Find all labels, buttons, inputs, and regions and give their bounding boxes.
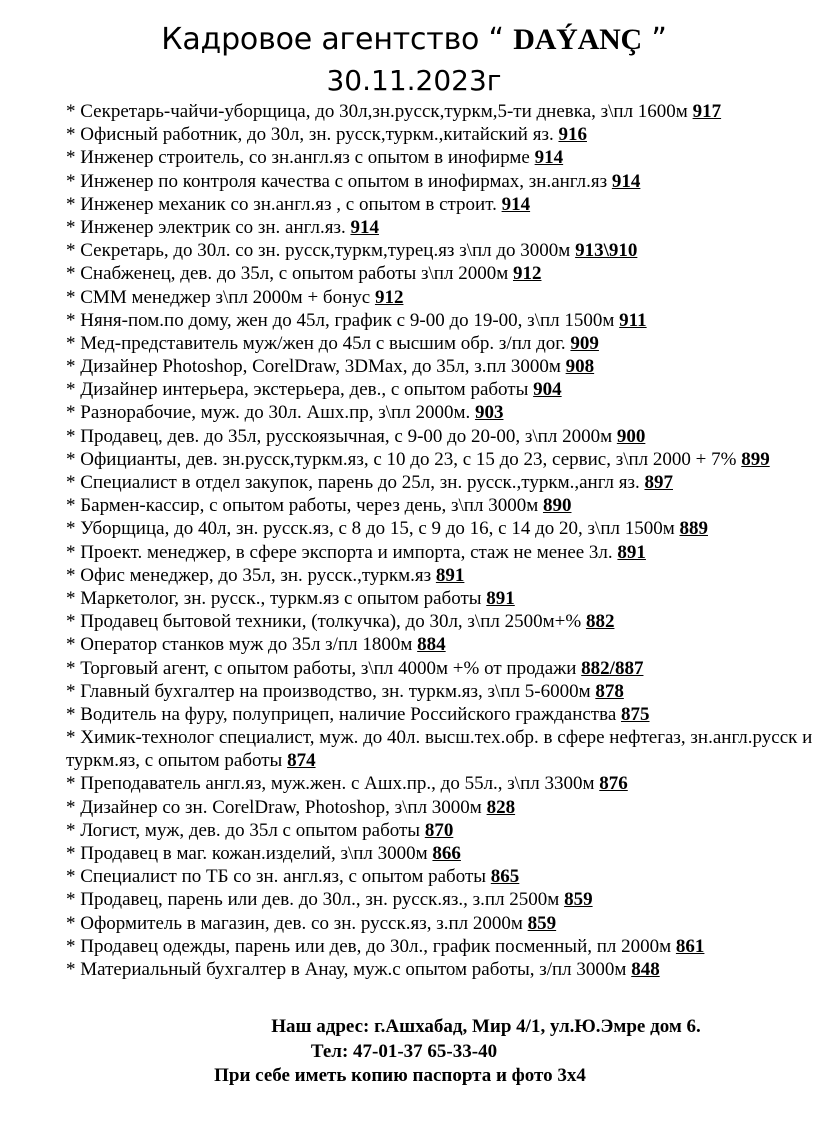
job-listing-item — [66, 633, 826, 656]
job-listing-item — [66, 494, 826, 517]
job-code: 848 — [631, 958, 660, 980]
job-code: 874 — [287, 750, 316, 772]
job-code: 870 — [424, 819, 454, 841]
title-suffix: ” — [642, 22, 667, 57]
job-listing-item — [66, 796, 826, 819]
job-description: * Химик-технолог специалист, муж. до 40л. высш.тех.обр. в сфере нефтегаз, зн.англ.русск и туркм.яз, с опытом работы — [66, 727, 813, 772]
job-code: 914 — [611, 170, 641, 192]
job-listing-item — [66, 726, 826, 772]
job-listing-item — [66, 541, 826, 564]
job-listing-item — [66, 309, 826, 332]
job-description: * Инженер механик со зн.англ.яз , с опытом в строит. — [66, 193, 502, 215]
job-listing-item — [66, 935, 826, 958]
job-listing-item — [66, 610, 826, 633]
job-description: * Специалист по ТБ со зн. англ.яз, с опытом работы — [66, 866, 491, 888]
job-description: * Продавец одежды, парень или дев, до 30л., график посменный, пл 2000м — [66, 935, 676, 957]
job-description: * Оператор станков муж до 35л з/пл 1800м — [66, 634, 418, 656]
job-listing-item — [66, 262, 826, 285]
job-description: * Дизайнер Photoshop, CorelDraw, 3DMax, до 35л, з.пл 3000м — [66, 356, 566, 378]
job-list — [66, 100, 826, 981]
footer-note: При себе иметь копию паспорта и фото 3х4 — [214, 1065, 586, 1086]
job-description: * Продавец, парень или дев. до 30л., зн. русск.яз., з.пл 2500м — [66, 889, 565, 911]
job-description: * СММ менеджер з\пл 2000м + бонус — [66, 286, 375, 308]
job-listing-item — [66, 703, 826, 726]
job-code: 891 — [617, 541, 646, 563]
job-listing-item — [66, 332, 826, 355]
page-title — [0, 22, 828, 57]
job-code: 884 — [417, 634, 446, 656]
job-code: 914 — [350, 216, 379, 238]
job-description: * Торговый агент, с опытом работы, з\пл 4000м +% от продажи — [66, 657, 582, 679]
job-description: * Проект. менеджер, в сфере экспорта и импорта, стаж не менее 3л. — [66, 541, 618, 563]
job-description: * Логист, муж, дев. до 35л с опытом работы — [66, 819, 425, 841]
job-code: 911 — [619, 309, 647, 331]
job-description: * Официанты, дев. зн.русск,туркм.яз, с 10 до 23, с 15 до 23, сервис, з\пл 2000 + 7% — [66, 448, 742, 470]
job-description: * Дизайнер со зн. CorelDraw, Photoshop, з\пл 3000м — [66, 796, 487, 818]
job-listing-item — [66, 517, 826, 540]
job-listing-item — [66, 123, 826, 146]
job-code: 882/887 — [581, 657, 644, 679]
job-listing-item — [66, 216, 826, 239]
job-code: 903 — [474, 402, 504, 424]
job-listing-item — [66, 912, 826, 935]
job-code: 912 — [374, 286, 404, 308]
job-listing-item — [66, 865, 826, 888]
job-code: 859 — [564, 889, 593, 911]
job-code: 828 — [486, 796, 516, 818]
job-code: 912 — [512, 263, 542, 285]
job-description: * Специалист в отдел закупок, парень до 25л, зн. русск.,туркм.,англ яз. — [66, 472, 645, 493]
job-code: 890 — [542, 495, 572, 517]
job-code: 899 — [741, 448, 770, 470]
job-listing-item — [66, 471, 826, 494]
job-description: * Преподаватель англ.яз, муж.жен. с Ашх.пр., до 55л., з\пл 3300м — [66, 773, 600, 795]
job-listing-item — [66, 680, 826, 703]
job-code: 861 — [675, 935, 705, 957]
job-code: 866 — [432, 843, 461, 865]
job-code: 889 — [679, 518, 708, 540]
job-code: 876 — [599, 773, 628, 795]
job-listing-item — [66, 378, 826, 401]
job-listing-item — [66, 842, 826, 865]
job-code: 914 — [501, 193, 531, 215]
job-code: 909 — [570, 332, 599, 354]
job-description: * Уборщица, до 40л, зн. русск.яз, с 8 до 15, с 9 до 16, с 14 до 20, з\пл 1500м — [66, 518, 680, 540]
footer-phones: Тел: 47-01-37 65-33-40 — [310, 1041, 498, 1062]
job-description: * Оформитель в магазин, дев. со зн. русск.яз, з.пл 2000м — [66, 912, 528, 934]
footer-address: Наш адрес: г.Ашхабад, Мир 4/1, ул.Ю.Эмре дом 6. — [271, 1016, 701, 1037]
job-description: * Офис менеджер, до 35л, зн. русск.,туркм.яз — [66, 564, 436, 586]
job-description: * Материальный бухгалтер в Анау, муж.с опытом работы, з/пл 3000м — [66, 958, 632, 980]
job-description: * Маркетолог, зн. русск., туркм.яз с опытом работы — [66, 587, 487, 609]
job-description: * Снабженец, дев. до 35л, с опытом работы з\пл 2000м — [66, 263, 513, 285]
job-code: 875 — [621, 703, 650, 725]
job-description: * Продавец, дев. до 35л, русскоязычная, с 9-00 до 20-00, з\пл 2000м — [66, 425, 617, 447]
job-listing-item — [66, 425, 826, 448]
job-listing-item — [66, 958, 826, 981]
job-listing-item — [66, 819, 826, 842]
job-description: * Разнорабочие, муж. до 30л. Ашх.пр, з\пл 2000м. — [66, 402, 475, 424]
job-listing-item — [66, 587, 826, 610]
job-listing-item — [66, 146, 826, 169]
job-listing-item — [66, 355, 826, 378]
job-code: 891 — [435, 564, 465, 586]
job-description: * Инженер электрик со зн. англ.яз. — [66, 216, 351, 238]
job-code: 917 — [692, 101, 722, 122]
job-listing-item — [66, 401, 826, 424]
job-listing-item — [66, 772, 826, 795]
agency-brand: DAÝANÇ — [513, 23, 643, 56]
job-code: 904 — [533, 379, 562, 401]
job-listing-item — [66, 100, 826, 123]
job-listing-item — [66, 239, 826, 262]
title-prefix: Кадровое агентство “ — [161, 22, 514, 57]
job-description: * Секретарь, до 30л. со зн. русск,туркм,турец.яз з\пл до 3000м — [66, 240, 576, 262]
job-code: 900 — [616, 425, 646, 447]
job-code: 908 — [565, 356, 595, 378]
job-listing-item — [66, 657, 826, 680]
job-description: * Продавец в маг. кожан.изделий, з\пл 3000м — [66, 843, 433, 865]
job-description: * Продавец бытовой техники, (толкучка), до 30л, з\пл 2500м+% — [66, 611, 586, 633]
job-code: 914 — [534, 147, 564, 169]
job-description: * Мед-представитель муж/жен до 45л с высшим обр. з/пл дог. — [66, 332, 571, 354]
job-code: 891 — [486, 587, 515, 609]
document-date: 30.11.2023г — [326, 64, 502, 97]
job-description: * Главный бухгалтер на производство, зн. туркм.яз, з\пл 5-6000м — [66, 680, 596, 702]
job-description: * Секретарь-чайчи-уборщица, до 30л,зн.русск,туркм,5-ти дневка, з\пл 1600м — [66, 101, 693, 122]
job-description: * Инженер по контроля качества с опытом в инофирмах, зн.англ.яз — [66, 170, 612, 192]
job-listing-item — [66, 888, 826, 911]
job-description: * Инженер строитель, со зн.англ.яз с опытом в инофирме — [66, 147, 535, 169]
job-code: 859 — [527, 912, 557, 934]
job-description: * Бармен-кассир, с опытом работы, через день, з\пл 3000м — [66, 495, 543, 517]
job-listing-item — [66, 193, 826, 216]
job-listing-item — [66, 448, 826, 471]
job-listing-item — [66, 170, 826, 193]
job-code: 865 — [490, 866, 520, 888]
job-description: * Офисный работник, до 30л, зн. русск,туркм.,китайский яз. — [66, 124, 559, 146]
job-code: 882 — [585, 611, 615, 633]
job-listing-item — [66, 286, 826, 309]
job-description: * Водитель на фуру, полуприцеп, наличие Российского гражданства — [66, 703, 622, 725]
job-code: 878 — [595, 680, 624, 702]
job-code: 913\910 — [575, 240, 638, 262]
job-description: * Дизайнер интерьера, экстерьера, дев., с опытом работы — [66, 379, 534, 401]
job-code: 916 — [558, 124, 587, 146]
job-listing-item — [66, 564, 826, 587]
job-code: 897 — [644, 472, 673, 493]
job-description: * Няня-пом.по дому, жен до 45л, график с 9-00 до 19-00, з\пл 1500м — [66, 309, 620, 331]
